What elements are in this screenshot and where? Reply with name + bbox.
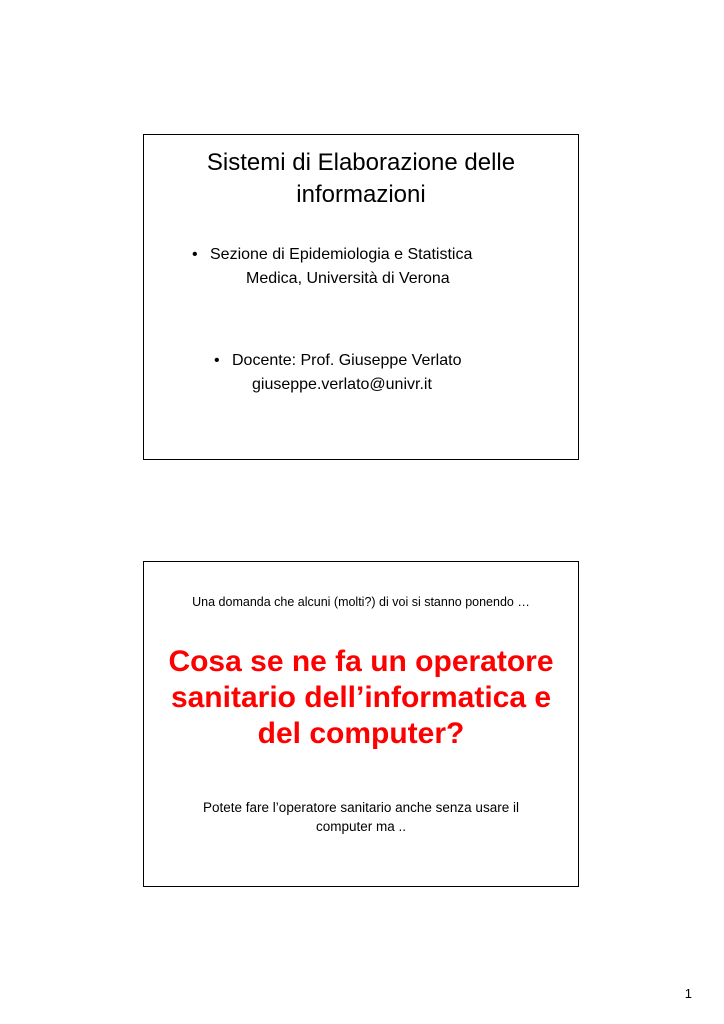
slide-2-note bbox=[144, 798, 578, 836]
bullet-marker: • bbox=[192, 246, 198, 263]
slide-2-note-line-1: Potete fare l’operatore sanitario anche senza usare il bbox=[203, 800, 519, 815]
slide-2 bbox=[143, 561, 579, 887]
slide-2-intro: Una domanda che alcuni (molti?) di voi si stanno ponendo … bbox=[192, 595, 530, 609]
slide-2-question bbox=[144, 644, 578, 752]
slide-2-question-line-2: sanitario dell’informatica e bbox=[170, 681, 552, 714]
slide-1-title-line-1: Sistemi di Elaborazione delle bbox=[206, 149, 516, 176]
page-number: 1 bbox=[684, 986, 692, 1001]
bullet-lecturer bbox=[214, 349, 544, 397]
bullet-lecturer-text: Docente: Prof. Giuseppe Verlato bbox=[232, 352, 462, 369]
slide-2-note-line-2: computer ma .. bbox=[315, 819, 407, 834]
slide-2-question-line-1: Cosa se ne fa un operatore bbox=[168, 645, 554, 678]
bullet-affiliation-line-1: Sezione di Epidemiologia e Statistica bbox=[210, 246, 473, 263]
slide-1-title-line-2: informazioni bbox=[296, 181, 426, 208]
bullet-affiliation bbox=[192, 243, 552, 291]
lecturer-email-link[interactable]: giuseppe.verlato@univr.it bbox=[252, 376, 432, 393]
bullet-affiliation-line-2: Medica, Università di Verona bbox=[246, 270, 450, 287]
slide-1 bbox=[143, 134, 579, 460]
bullet-marker: • bbox=[214, 352, 220, 369]
bullet-affiliation-text bbox=[192, 243, 552, 291]
slide-1-title bbox=[144, 147, 578, 211]
slide-2-question-line-3: del computer? bbox=[257, 717, 465, 750]
